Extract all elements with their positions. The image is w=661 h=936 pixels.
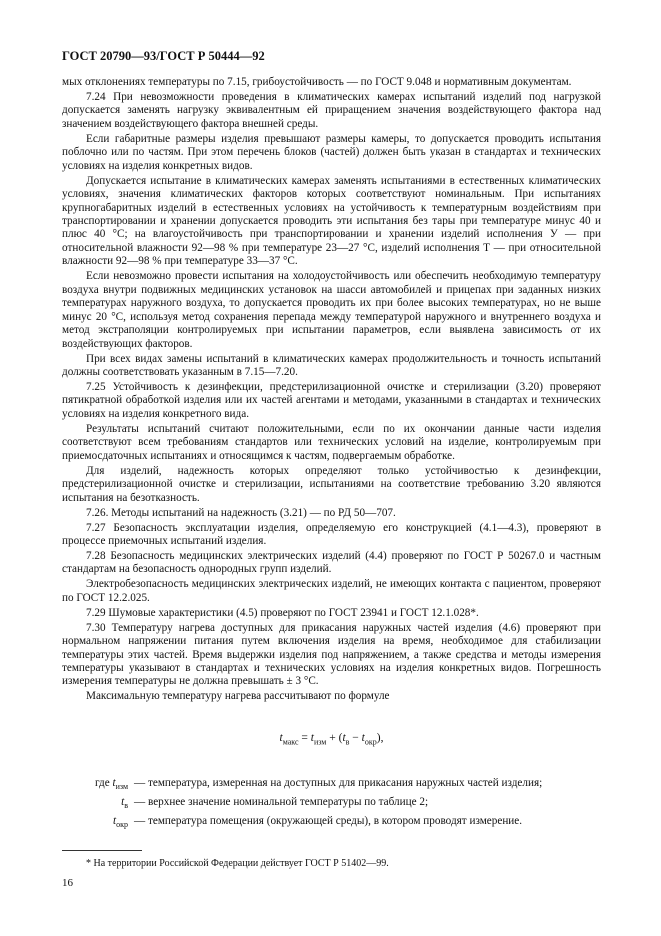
- footnote: * На территории Российской Федерации действует ГОСТ Р 51402—99.: [86, 858, 389, 870]
- paragraph: Максимальную температуру нагрева рассчитывают по формуле: [86, 690, 390, 703]
- footnote-divider: [62, 850, 142, 851]
- paragraph: 7.24 При невозможности проведения в климатических камерах испытаний изделий под нагрузкой допускается заменять нагрузку эквивалентным ей приращением значения воздействующего фактора над значением воздействующего фактора внешней среды.: [62, 90, 601, 130]
- paragraph: Для изделий, надежность которых определяют только устойчивостью к дезинфекции, предстерилизационной очистке и стерилизации, испытаниями на соответствие требованию 3.20 являются испытания на безотказность.: [62, 464, 601, 504]
- paragraph: Если невозможно провести испытания на холодоустойчивость или обеспечить необходимую температуру воздуха внутри подвижных медицинских установок на шасси автомобилей и прицепах при заданных низких температурах наружного воздуха, то допускается проводить их при более высоких температурах, но не выше минус 20 °С, используя метод сохранения перепада между температурой наружного и внутреннего воздуха и метод экстраполяции контролируемых при испытании параметров, если выявлена зависимость от их воздействующих факторов.: [62, 270, 601, 350]
- paragraph: Результаты испытаний считают положительными, если по их окончании данные части изделия соответствуют всем требованиям стандартов или технических условий на изделие, контролируемым при приемосдаточных испытаниях и относящимся к частям, подвергаемым обработке.: [62, 422, 601, 462]
- paragraph: При всех видах замены испытаний в климатических камерах продолжительность и точность испытаний должны соответствовать указанным в 7.15—7.20.: [62, 352, 601, 379]
- page-number: 16: [62, 877, 73, 890]
- paragraph: 7.25 Устойчивость к дезинфекции, предстерилизационной очистке и стерилизации (3.20) проверяют пятикратной обработкой изделия или их частей агентами и методами, указанными в стандартах и технических условиях на изделия конкретного вида.: [62, 380, 601, 420]
- document-body: [62, 76, 601, 704]
- paragraph: Электробезопасность медицинских электрических изделий, не имеющих контакта с пациентом, проверяют по ГОСТ 12.2.025.: [62, 578, 601, 604]
- legend-row: где $t_{изм}$ — температура, измеренная на доступных для прикасания наружных частей изделия;: [95, 777, 543, 792]
- paragraph: 7.28 Безопасность медицинских электрических изделий (4.4) проверяют по ГОСТ Р 50267.0 и частным стандартам на безопасность однородных групп изделий.: [62, 549, 601, 576]
- paragraph: Допускается испытание в климатических камерах заменять испытаниями в естественных климатических условиях, значения климатических факторов которых соответствуют номинальным. При испытаниях крупногабаритных изделий в естественных условиях на устойчивость к температурным воздействиям при транспортировании и хранении допускается проводить эти испытания без тары при температуре минус 40 и плюс 40 °С; на влагоустойчивость при транспортировании и хранении изделий исполнения У — при относительной влажности 92—98 % при температуре 23—27 °С, изделий исполнения Т — при относительной влажности 92—98 % при температуре 33—37 °С.: [62, 174, 601, 268]
- document-header: ГОСТ 20790—93/ГОСТ Р 50444—92: [62, 49, 265, 63]
- paragraph: 7.29 Шумовые характеристики (4.5) проверяют по ГОСТ 23941 и ГОСТ 12.1.028*.: [86, 606, 479, 619]
- paragraph: Если габаритные размеры изделия превышают размеры камеры, то допускается проводить испытания поблочно или по частям. При этом перечень блоков (частей) должен быть указан в стандартах и технических условиях на изделия конкретных видов.: [62, 132, 601, 172]
- legend-row: $t_в$ — верхнее значение номинальной температуры по таблице 2;: [121, 795, 429, 811]
- formula-legend: [62, 776, 601, 832]
- formula: $t_{макс} = t_{изм} + (t_в - t_{окр})$,: [279, 731, 384, 747]
- paragraph: мых отклонениях температуры по 7.15, грибоустойчивость — по ГОСТ 9.048 и нормативным документам.: [62, 76, 572, 88]
- paragraph: 7.30 Температуру нагрева доступных для прикасания наружных частей изделия (4.6) проверяют при нормальном напряжении питания путем включения изделия на время, необходимое для стабилизации температуры этих частей. Время выдержки изделия под напряжением, а также средства и методы измерения температуры указывают в стандартах и технических условиях на изделия конкретных видов. Погрешность измерения температуры не должна превышать ± 3 °С.: [62, 621, 601, 688]
- paragraph: 7.27 Безопасность эксплуатации изделия, определяемую его конструкцией (4.1—4.3), проверяют в процессе приемочных испытаний изделия.: [62, 521, 601, 547]
- legend-row: $t_{окр}$ — температура помещения (окружающей среды), в котором проводят измерение.: [113, 814, 523, 829]
- paragraph: 7.26. Методы испытаний на надежность (3.21) — по РД 50—707.: [86, 506, 396, 519]
